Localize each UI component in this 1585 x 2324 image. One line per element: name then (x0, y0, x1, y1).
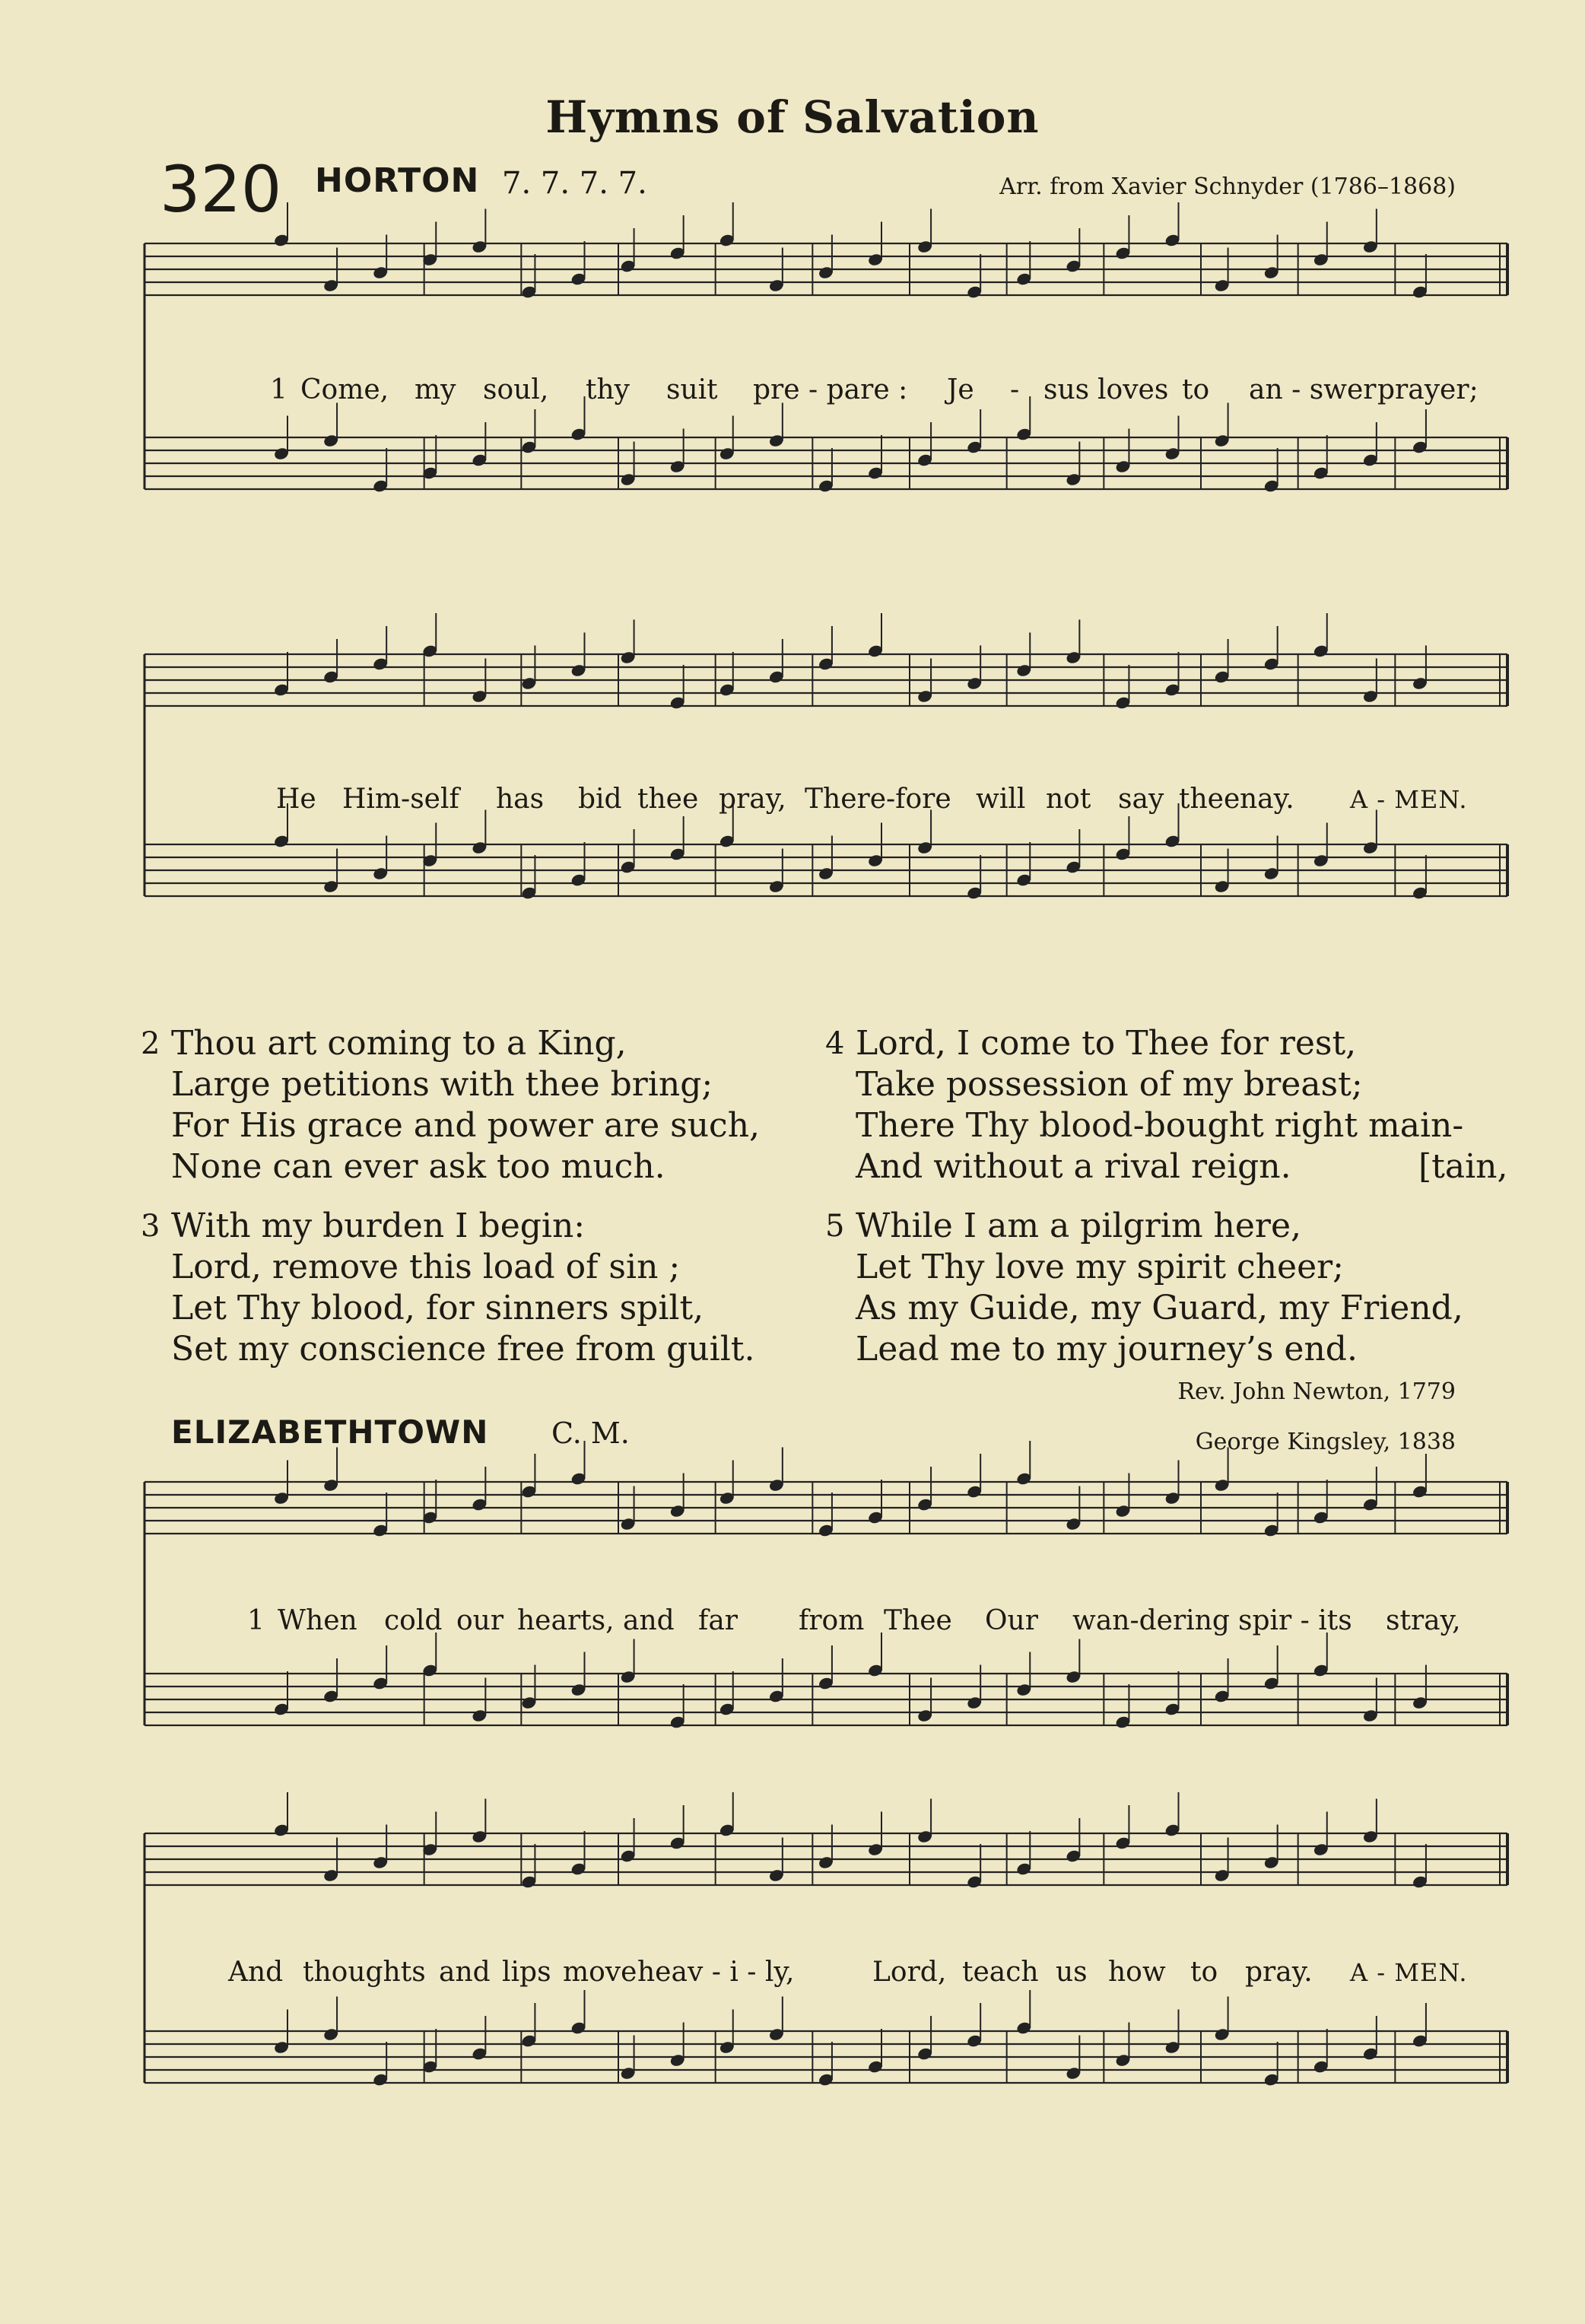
lyric-syllable: Thee (884, 1605, 952, 1636)
lyric-syllable: an - swer (1249, 374, 1377, 405)
verse-number: 3 (141, 1209, 160, 1244)
lyric-syllable: will (976, 784, 1026, 815)
verse-overflow: [tain, (1418, 1147, 1508, 1186)
lyric-syllable: thee (1179, 784, 1240, 815)
lyric-syllable: pray, (719, 784, 786, 815)
verse-line: There Thy blood-bought right main- (856, 1106, 1464, 1145)
verse-number: 2 (141, 1026, 160, 1061)
lyric-syllable: how (1108, 1957, 1166, 1988)
verse-number: 4 (825, 1026, 845, 1061)
lyric-syllable: - (1010, 374, 1020, 405)
lyric-syllable: to (1190, 1957, 1218, 1988)
lyric-syllable: lips (502, 1957, 551, 1988)
lyric-syllable: pre - pare : (753, 374, 908, 405)
lyric-syllable: from (799, 1605, 865, 1636)
lyric-syllable: say (1118, 784, 1164, 815)
lyric-syllable: thee (637, 784, 699, 815)
lyric-verse-number: 1 (247, 1605, 265, 1636)
lyric-syllable: Our (985, 1605, 1038, 1636)
lyric-syllable: spir - its (1238, 1605, 1352, 1636)
lyric-syllable: prayer; (1377, 374, 1479, 405)
lyric-syllable: us (1056, 1957, 1088, 1988)
verse-number: 5 (825, 1209, 845, 1244)
composer-credit: George Kingsley, 1838 (1195, 1429, 1456, 1455)
verse-line: Lord, remove this load of sin ; (171, 1248, 681, 1286)
tune2-name: ELIZABETHTOWN (171, 1413, 489, 1451)
tune2-meter: C. M. (551, 1416, 630, 1450)
verse-line: Set my conscience free from guilt. (171, 1330, 755, 1369)
verse-line: Lord, I come to Thee for rest, (856, 1024, 1357, 1063)
lyric-syllable: hearts, and (517, 1605, 675, 1636)
lyric-syllable: sus (1043, 374, 1090, 405)
lyric-syllable: stray, (1386, 1605, 1461, 1636)
lyric-verse-number: 1 (270, 374, 287, 405)
lyric-syllable: to (1182, 374, 1210, 405)
running-head: Hymns of Salvation (545, 91, 1040, 143)
lyric-syllable: our (456, 1605, 504, 1636)
verse-line: Let Thy blood, for sinners spilt, (171, 1289, 704, 1327)
verse-line: As my Guide, my Guard, my Friend, (856, 1289, 1463, 1327)
lyric-syllable: Come, (300, 374, 389, 405)
verse-line: Lead me to my journey’s end. (856, 1330, 1358, 1369)
verse-line: For His grace and power are such, (171, 1106, 761, 1145)
lyric-syllable: thy (586, 374, 630, 405)
hymn-number: 320 (160, 152, 282, 227)
amen-label: A - MEN. (1350, 785, 1468, 814)
lyric-syllable: Je (947, 374, 974, 405)
lyric-syllable: thoughts (303, 1957, 426, 1988)
lyric-syllable: pray. (1245, 1957, 1313, 1988)
verse-line: Large petitions with thee bring; (171, 1065, 713, 1104)
lyric-syllable: And (228, 1957, 284, 1988)
lyric-syllable: far (698, 1605, 738, 1636)
lyric-syllable: When (278, 1605, 357, 1636)
lyric-syllable: There-fore (805, 784, 951, 815)
lyric-syllable: soul, (483, 374, 549, 405)
lyric-syllable: wan-dering (1072, 1605, 1230, 1636)
verse-line: While I am a pilgrim here, (856, 1207, 1301, 1245)
lyric-syllable: loves (1097, 374, 1169, 405)
amen-label: A - MEN. (1350, 1958, 1468, 1987)
lyric-syllable: cold (384, 1605, 443, 1636)
arranger-credit: Arr. from Xavier Schnyder (1786–1868) (999, 173, 1456, 200)
verse-line: And without a rival reign. (856, 1147, 1291, 1186)
lyric-syllable: bid (578, 784, 622, 815)
verse-line: With my burden I begin: (171, 1207, 586, 1245)
tune-name: HORTON (315, 161, 480, 200)
author-credit: Rev. John Newton, 1779 (1177, 1378, 1456, 1405)
lyric-syllable: heav - i - ly, (637, 1957, 795, 1988)
verse-line: Thou art coming to a King, (171, 1024, 627, 1063)
lyric-syllable: Lord, (872, 1957, 947, 1988)
lyric-syllable: and (439, 1957, 491, 1988)
lyric-syllable: has (496, 784, 545, 815)
lyric-syllable: nay. (1240, 784, 1294, 815)
lyric-syllable: suit (666, 374, 718, 405)
lyric-syllable: not (1046, 784, 1091, 815)
lyric-syllable: move (563, 1957, 637, 1988)
verse-line: Take possession of my breast; (856, 1065, 1363, 1104)
lyric-syllable: He (276, 784, 316, 815)
meter: 7. 7. 7. 7. (502, 166, 647, 201)
lyric-syllable: teach (962, 1957, 1039, 1988)
lyric-syllable: my (415, 374, 456, 405)
lyric-syllable: Him-self (342, 784, 459, 815)
verse-line: Let Thy love my spirit cheer; (856, 1248, 1344, 1286)
verse-line: None can ever ask too much. (171, 1147, 665, 1186)
